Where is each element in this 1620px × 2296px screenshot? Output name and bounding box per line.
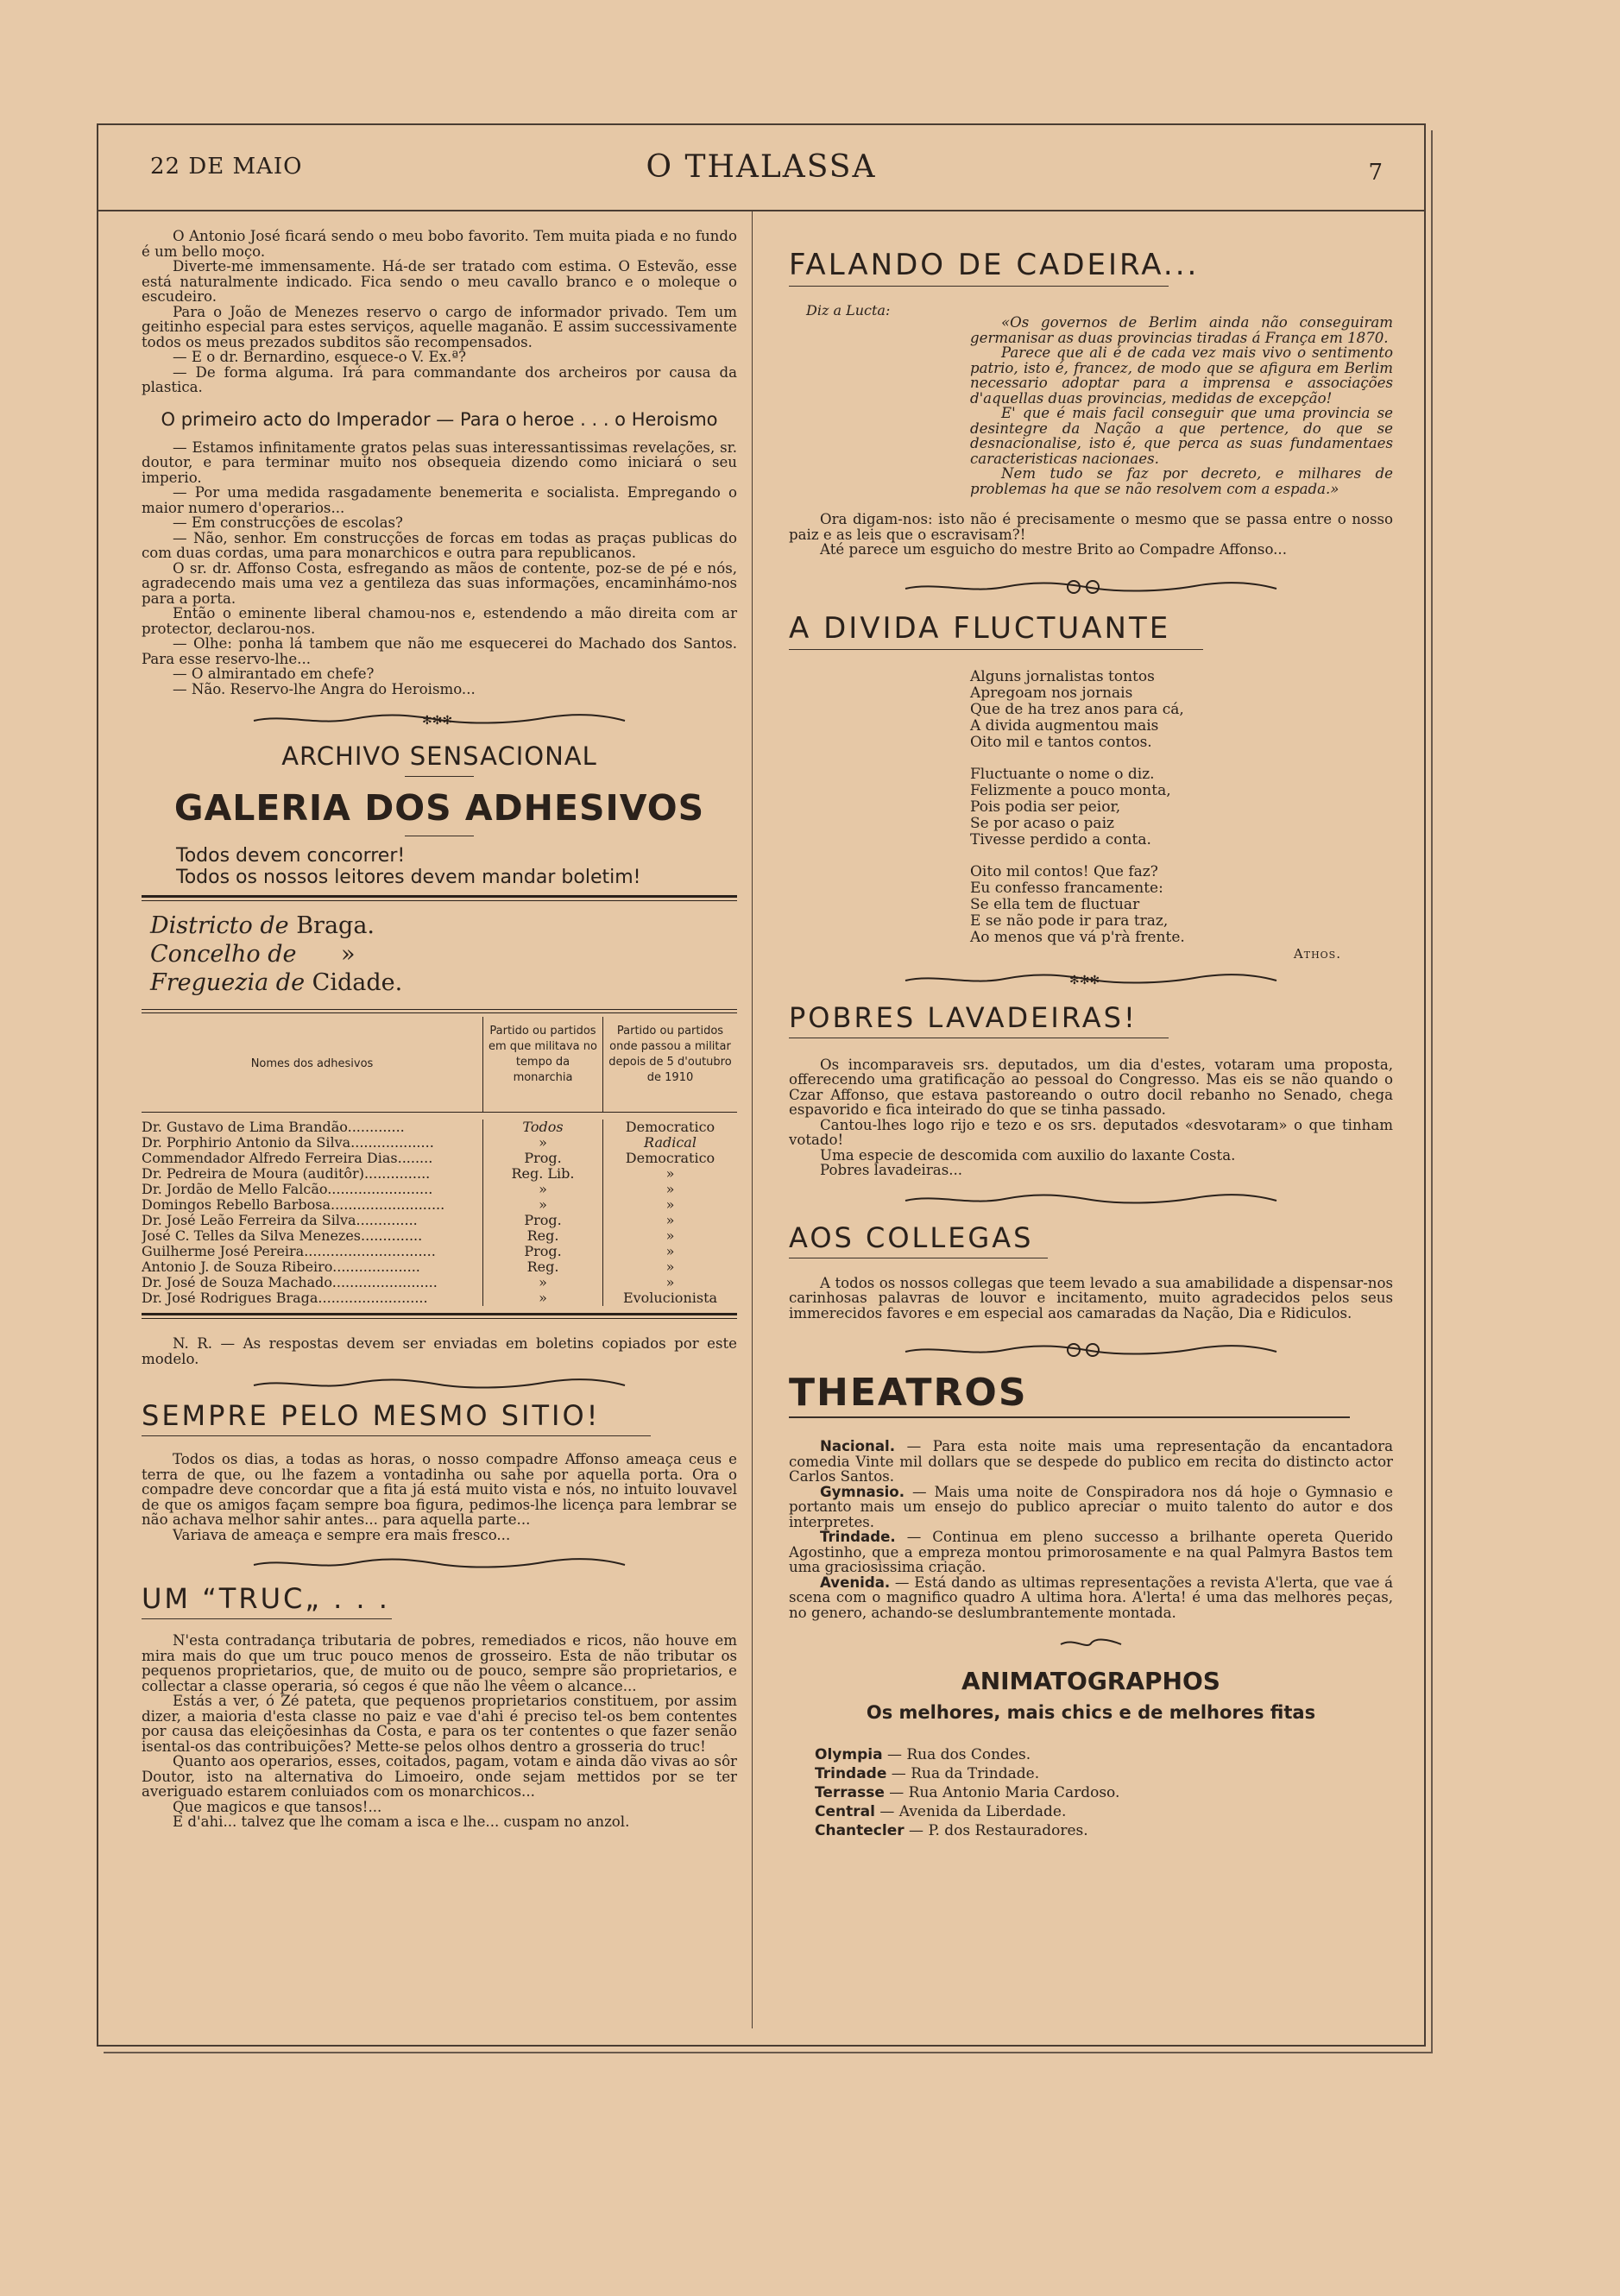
cell-before: » <box>483 1182 603 1197</box>
divider <box>142 1318 737 1319</box>
table-row <box>142 1151 737 1166</box>
cinema-address: — Rua da Trindade. <box>886 1765 1040 1782</box>
table-row <box>142 1182 737 1197</box>
divider <box>142 1009 737 1010</box>
page-number: 7 <box>1368 160 1383 186</box>
theatre-entry <box>789 1485 1393 1530</box>
poem-line: A divida augmentou mais <box>970 716 1159 735</box>
theatre-text: — Está dando as ultimas representações a revista A'lerta, que vae á scena com o magnifico quadro A ultima hora. A'lerta! é uma das melhores peças, no genero, achando-se deslumbrantemente montada. <box>789 1574 1393 1621</box>
column-header: Partido ou partidos onde passou a militar depois de 5 d'outubro de 1910 <box>608 1025 732 1084</box>
heading-underline <box>789 649 1203 650</box>
small-flourish-ornament <box>1056 1636 1125 1651</box>
value: » <box>341 941 356 968</box>
page-header <box>98 125 1424 211</box>
label: Districto de <box>150 912 289 939</box>
theatre-text: — Para esta noite mais uma representação da encantadora comedia Vinte mil dollars que se despede do publico em recita do distincto actor Carlos Santos. <box>789 1438 1393 1485</box>
heading-underline <box>142 1618 392 1619</box>
poem-line: Fluctuante o nome o diz. <box>970 765 1155 783</box>
cell-after: Democratico <box>625 1119 715 1135</box>
cell-after: Democratico <box>625 1150 715 1166</box>
cell-name: Guilherme José Pereira.............................. <box>142 1244 483 1259</box>
cinema-address: — Rua Antonio Maria Cardoso. <box>884 1784 1120 1801</box>
paragraph: Todos os dias, a todas as horas, o nosso compadre Affonso ameaça ceus e terra de que, ou lhe fazem a vontadinha ou sahe por aquella porta. Ora o compadre deve concordar que a fita já está muito vista e nós, no intuito louvavel de que os amigos façam sempre boa figura, pedimos-lhe licença para lembrar se não achava melhor sahir antes... para aquella parte... <box>142 1451 737 1528</box>
galeria-heading: GALERIA DOS ADHESIVOS <box>173 787 705 829</box>
table-row <box>142 1135 737 1151</box>
flourish-ornament <box>901 1340 1281 1362</box>
column-header: Nomes dos adhesivos <box>142 1017 483 1113</box>
divider <box>405 776 474 777</box>
cinema-entry <box>815 1745 1393 1764</box>
paragraph: Quanto aos operarios, esses, coitados, pagam, votam e ainda dão vivas ao sôr Doutor, isto na alternativa do Limoeiro, onde sejam mettidos por se ter averiguado estarem conluiados com os monarchicos... <box>142 1753 737 1800</box>
label: Concelho de <box>150 941 297 968</box>
divider <box>142 900 737 901</box>
paragraph: Estás a ver, ó Zé pateta, que pequenos proprietarios constituem, por assim dizer, a maioria d'esta classe no paiz e vae d'ahi é preciso tel-os bem contentes por causa das eleiçõesinhas da Costa, e para os ter contentes o que fazer senão isental-os das contribuições? Mette-se pelos olhos dentro a grosseria do truc! <box>142 1693 737 1755</box>
poem-line: Oito mil e tantos contos. <box>970 733 1152 751</box>
paragraph: «Os governos de Berlim ainda não conseguiram germanisar as duas provincias tiradas á França em 1870. <box>970 314 1393 346</box>
spacer <box>142 1306 737 1313</box>
paragraph: E' que é mais facil conseguir que uma provincia se desintegre da Nação a que pertence, do que se desnacionalise, isto é, que perca as suas fundamentaes caracteristicas nacionaes. <box>970 405 1393 467</box>
cell-before: » <box>483 1135 603 1151</box>
theatros-list <box>789 1439 1393 1620</box>
paragraph: — E o dr. Bernardino, esquece-o V. Ex.ª? <box>173 349 467 365</box>
cinema-address: — P. dos Restauradores. <box>904 1822 1088 1839</box>
district-line <box>150 911 737 940</box>
cell-after: Radical <box>644 1134 697 1151</box>
table-row <box>142 1120 737 1135</box>
location-block <box>150 911 737 997</box>
subheading: O primeiro acto do Imperador — Para o heroe . . . o Heroismo <box>161 408 718 430</box>
cinema-name: Olympia <box>815 1746 883 1763</box>
table-row <box>142 1197 737 1213</box>
poem-line: Que de ha trez anos para cá, <box>970 700 1184 718</box>
cell-name: José C. Telles da Silva Menezes.............. <box>142 1228 483 1244</box>
cell-before: Prog. <box>483 1244 603 1259</box>
paragraph: E d'ahi... talvez que lhe comam a isca e lhe... cuspam no anzol. <box>173 1813 630 1830</box>
cinema-entry <box>815 1821 1393 1840</box>
article-intro <box>142 229 737 395</box>
poem-line: Se por acaso o paiz <box>970 814 1114 832</box>
label: Freguezia de <box>150 969 306 996</box>
divider <box>142 1012 737 1013</box>
paragraph: Nem tudo se faz por decreto, e milhares de problemas ha que se não resolvem com a espada.» <box>970 465 1393 497</box>
newspaper-page <box>97 123 1426 2047</box>
flourish-ornament <box>901 970 1281 989</box>
paragraph: Uma especie de descomida com auxilio do laxante Costa. <box>820 1146 1236 1164</box>
table-header <box>142 1017 737 1113</box>
cell-name: Dr. Pedreira de Moura (auditôr)............... <box>142 1166 483 1182</box>
paragraph: A todos os nossos collegas que teem levado a sua amabilidade a dispensar-nos carinhosas palavras de louvor e incitamento, muito agradecidos pelos seus immerecidos favores e em especial aos camaradas da Nação, Dia e Ridiculos. <box>789 1274 1393 1321</box>
falando-comment <box>789 512 1393 558</box>
cell-name: Dr. Gustavo de Lima Brandão............. <box>142 1120 483 1135</box>
paragraph: Diverte-me immensamente. Há-de ser tratado com estima. O Estevão, esse está naturalmente indicado. Fica sendo o meu cavallo branco e o moleque o escudeiro. <box>142 258 737 305</box>
poem-line: E se não pode ir para traz, <box>970 911 1169 930</box>
poem-line: Oito mil contos! Que faz? <box>970 862 1158 880</box>
cell-name: Dr. Porphirio Antonio da Silva................... <box>142 1135 483 1151</box>
table-row <box>142 1290 737 1306</box>
cinema-name: Central <box>815 1803 875 1820</box>
value: Cidade. <box>312 969 403 996</box>
left-column <box>142 229 737 1830</box>
pobres-heading: POBRES LAVADEIRAS! <box>789 1000 1138 1034</box>
paragraph: Para o João de Menezes reservo o cargo de informador privado. Tem um geitinho especial para estes serviços, aquelle maganão. E assim successivamente todos os meus prezados subditos são recompensados. <box>142 303 737 350</box>
paragraph: — Por uma medida rasgadamente benemerita e socialista. Empregando o maior numero d'operarios... <box>142 484 737 516</box>
paragraph: — Não. Reservo-lhe Angra do Heroismo... <box>173 680 476 697</box>
paragraph: — Não, senhor. Em construcções de forcas em todas as praças publicas do com duas cordas, uma para monarchicos e outra para republicanos. <box>142 529 737 561</box>
cinema-list <box>815 1745 1393 1840</box>
editor-note: N. R. — As respostas devem ser enviadas em boletins copiados por este modelo. <box>142 1335 737 1367</box>
pobres-article <box>789 1057 1393 1178</box>
poem-line: Tivesse perdido a conta. <box>970 830 1151 848</box>
cell-after: » <box>665 1181 675 1197</box>
truc-article <box>142 1633 737 1830</box>
right-column <box>789 229 1393 1840</box>
sempre-article <box>142 1452 737 1542</box>
cinema-name: Terrasse <box>815 1784 885 1801</box>
theatros-heading: THEATROS <box>789 1371 1028 1415</box>
table-row <box>142 1259 737 1275</box>
cell-name: Dr. José de Souza Machado........................ <box>142 1275 483 1290</box>
theatre-name: Nacional. <box>820 1438 896 1454</box>
poem-line: Eu confesso francamente: <box>970 879 1163 897</box>
cell-after: » <box>665 1243 675 1259</box>
poem-line: Ao menos que vá p'rà frente. <box>970 928 1185 946</box>
paragraph: Que magicos e que tansos!... <box>173 1798 382 1815</box>
poem-stanza <box>970 669 1393 751</box>
poem <box>970 669 1393 946</box>
table-row <box>142 1228 737 1244</box>
flourish-ornament <box>901 577 1281 599</box>
paragraph: — Estamos infinitamente gratos pelas suas interessantissimas revelações, sr. doutor, e para terminar muito nos obsequeia dizendo como iniciará o seu imperio. <box>142 438 737 486</box>
cinema-entry <box>815 1764 1393 1783</box>
poem-line: Pois podia ser peior, <box>970 798 1121 816</box>
cell-before: » <box>483 1197 603 1213</box>
header-date: 22 DE MAIO <box>150 154 303 180</box>
flourish-ornament <box>249 1375 629 1394</box>
heading-underline <box>789 286 1169 287</box>
cell-name: Domingos Rebello Barbosa.......................... <box>142 1197 483 1213</box>
cell-name: Commendador Alfredo Ferreira Dias........ <box>142 1151 483 1166</box>
svg-text:✻✻✻: ✻✻✻ <box>422 714 453 728</box>
cell-before: Prog. <box>483 1151 603 1166</box>
poem-stanza <box>970 864 1393 946</box>
paragraph: Variava de ameaça e sempre era mais fresco... <box>173 1526 511 1543</box>
cell-after: » <box>665 1274 675 1290</box>
cinema-entry <box>815 1802 1393 1821</box>
archivo-heading: ARCHIVO SENSACIONAL <box>281 741 597 771</box>
theatre-name: Trindade. <box>820 1529 896 1545</box>
table-row <box>142 1166 737 1182</box>
paragraph: Então o eminente liberal chamou-nos e, estendendo a mão direita com ar protector, declarou-nos. <box>142 605 737 637</box>
lucta-quote <box>970 315 1393 496</box>
theatre-name: Gymnasio. <box>820 1483 905 1500</box>
divider <box>142 1313 737 1315</box>
poem-stanza <box>970 766 1393 848</box>
table-row <box>142 1244 737 1259</box>
paragraph: Ora digam-nos: isto não é precisamente o mesmo que se passa entre o nosso paiz e as leis que o escravisam?! <box>789 511 1393 543</box>
falando-heading: FALANDO DE CADEIRA... <box>789 248 1200 282</box>
theatre-text: — Mais uma noite de Conspiradora nos dá hoje o Gymnasio e portanto mais um ensejo do publico apreciar o muito talento do autor e dos interpretes. <box>789 1483 1393 1530</box>
collegas-heading: AOS COLLEGAS <box>789 1221 1034 1254</box>
table-row <box>142 1213 737 1228</box>
theatre-text: — Continua em pleno successo a brilhante opereta Querido Agostinho, que a empreza montou primorosamente e na qual Palmyra Bastos tem uma graciosissima criação. <box>789 1529 1393 1575</box>
theatre-entry <box>789 1575 1393 1621</box>
cell-name: Dr. Jordão de Mello Falcão........................ <box>142 1182 483 1197</box>
cell-after: » <box>665 1227 675 1244</box>
animatographos-heading: ANIMATOGRAPHOS <box>961 1667 1220 1695</box>
paragraph: Pobres lavadeiras... <box>820 1162 963 1178</box>
paragraph: Até parece um esguicho do mestre Brito ao Compadre Affonso... <box>820 541 1287 558</box>
theatre-entry <box>789 1439 1393 1485</box>
cell-before: Prog. <box>483 1213 603 1228</box>
paragraph: — Olhe: ponha lá tambem que não me esquecerei do Machado dos Santos. Para esse reservo-lhe... <box>142 635 737 667</box>
table-row <box>142 1275 737 1290</box>
poem-author: Athos. <box>1293 945 1341 962</box>
heading-underline <box>142 1435 651 1436</box>
article-body <box>142 440 737 697</box>
paragraph: N'esta contradança tributaria de pobres, remediados e ricos, não houve em mira mais do que um truc pouco menos de grosseiro. Esta de não tributar os pequenos proprietarios, que, de muito ou de pouco, sempre são proprietarios, e collectar a classe operaria, só cegos é que não lhe vêem o alcance... <box>142 1632 737 1694</box>
sempre-heading: SEMPRE PELO MESMO SITIO! <box>142 1399 601 1432</box>
parish-line <box>150 968 737 997</box>
cinema-address: — Avenida da Liberdade. <box>874 1803 1067 1820</box>
cell-name: Dr. José Leão Ferreira da Silva.............. <box>142 1213 483 1228</box>
poem-line: Felizmente a pouco monta, <box>970 781 1171 799</box>
cinema-entry <box>815 1783 1393 1802</box>
flourish-ornament <box>901 1190 1281 1209</box>
paragraph: Cantou-lhes logo rijo e tezo e os srs. deputados «desvotaram» o que tinham votado! <box>789 1116 1393 1148</box>
cell-after: » <box>665 1165 675 1182</box>
council-line <box>150 940 737 968</box>
heading-underline <box>789 1416 1350 1418</box>
lucta-attribution: Diz a Lucta: <box>806 302 891 319</box>
cinema-address: — Rua dos Condes. <box>882 1746 1031 1763</box>
column-divider <box>752 211 753 2028</box>
flourish-ornament <box>249 1555 629 1574</box>
cell-after: » <box>665 1258 675 1275</box>
call-to-action-1: Todos devem concorrer! <box>176 845 406 867</box>
paragraph: Os incomparaveis srs. deputados, um dia d'estes, votaram uma proposta, offerecendo uma gratificação ao pessoal do Congresso. Mas eis se não quando o Czar Affonso, que estava pastoreando o outro docil rebanho no Senado, chega espavorido e fica inteirado do que se tinha passado. <box>789 1056 1393 1118</box>
cell-before: » <box>483 1275 603 1290</box>
adhesivos-table <box>142 1017 737 1313</box>
svg-text:✻✻✻: ✻✻✻ <box>1069 973 1100 987</box>
theatre-name: Avenida. <box>820 1574 891 1591</box>
cell-name: Antonio J. de Souza Ribeiro.................... <box>142 1259 483 1275</box>
cell-before: Reg. <box>483 1228 603 1244</box>
paragraph: O Antonio José ficará sendo o meu bobo favorito. Tem muita piada e no fundo é um bello moço. <box>142 228 737 260</box>
cell-after: » <box>665 1196 675 1213</box>
cell-before: Reg. <box>483 1259 603 1275</box>
cinema-name: Chantecler <box>815 1822 905 1839</box>
cell-after: » <box>665 1212 675 1228</box>
paragraph: O sr. dr. Affonso Costa, esfregando as mãos de contente, poz-se de pé e nós, agradecendo mais uma vez a gentileza das suas informações, encaminhámo-nos para a porta. <box>142 559 737 607</box>
column-header: Partido ou partidos em que militava no tempo da monarchia <box>483 1017 603 1113</box>
paragraph: — O almirantado em chefe? <box>173 665 375 682</box>
poem-line: Alguns jornalistas tontos <box>970 667 1155 685</box>
truc-heading: UM “TRUC„ . . . <box>142 1582 390 1615</box>
flourish-ornament <box>249 710 629 729</box>
cell-name: Dr. José Rodrigues Braga......................... <box>142 1290 483 1306</box>
paragraph: Parece que ali é de cada vez mais vivo o sentimento patrio, isto é, francez, de modo que se afigura em Berlim necessario adoptar para a imprensa e associações d'aquellas duas provincias, medidas de excepção! <box>970 344 1393 407</box>
poem-line: Apregoam nos jornais <box>970 684 1133 702</box>
divider <box>142 895 737 898</box>
cinema-name: Trindade <box>815 1765 887 1782</box>
poem-line: Se ella tem de fluctuar <box>970 895 1140 913</box>
paragraph: — Em construcções de escolas? <box>173 514 403 531</box>
cell-before: » <box>483 1290 603 1306</box>
cell-before: Reg. Lib. <box>483 1166 603 1182</box>
cell-after: Evolucionista <box>622 1290 718 1306</box>
value: Braga. <box>296 912 375 939</box>
cell-before: Todos <box>483 1120 603 1135</box>
call-to-action-2: Todos os nossos leitores devem mandar boletim! <box>176 867 641 888</box>
paragraph: — De forma alguma. Irá para commandante dos archeiros por causa da plastica. <box>142 363 737 395</box>
newspaper-title: O THALASSA <box>646 149 877 185</box>
animatographos-subtitle: Os melhores, mais chics e de melhores fitas <box>866 1702 1316 1723</box>
theatre-entry <box>789 1530 1393 1575</box>
divida-heading: A DIVIDA FLUCTUANTE <box>789 610 1171 646</box>
